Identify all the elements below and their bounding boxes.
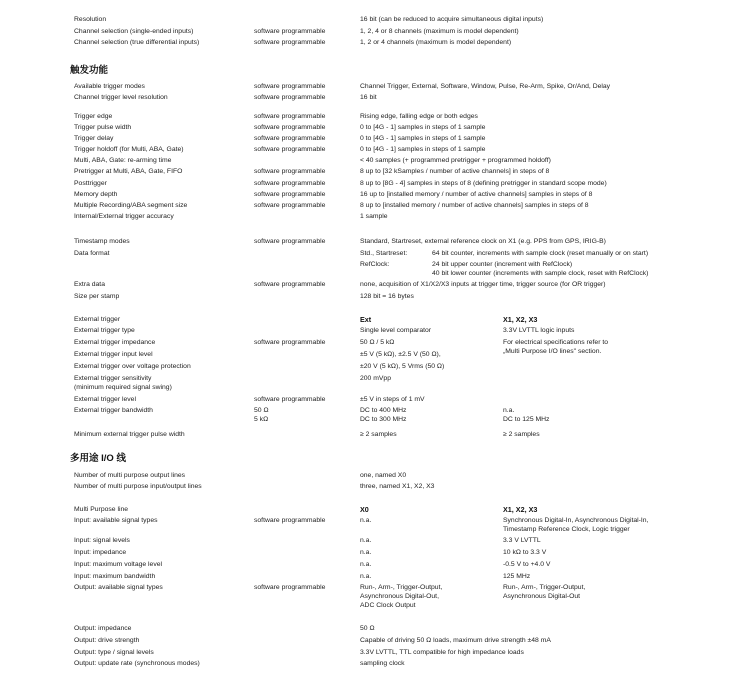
spec-mode: 50 Ω	[254, 407, 269, 414]
spec-value-ext: Single level comparator	[360, 327, 432, 334]
spec-value-ext: DC to 300 MHz	[360, 416, 407, 423]
spec-value: 0 to [4G - 1] samples in steps of 1 sample	[360, 124, 486, 131]
spec-value: Capable of driving 50 Ω loads, maximum drive strength ±48 mA	[360, 637, 551, 644]
spec-value-x: -0.5 V to +4.0 V	[503, 561, 551, 568]
spec-mode: software programmable	[254, 168, 326, 175]
spec-value-ext: DC to 400 MHz	[360, 407, 407, 414]
spec-label: Available trigger modes	[74, 83, 145, 90]
spec-value-x0: n.a.	[360, 573, 372, 580]
spec-mode: software programmable	[254, 238, 326, 245]
spec-label: External trigger input level	[74, 351, 153, 358]
spec-label: Channel trigger level resolution	[74, 94, 168, 101]
spec-value-x: Synchronous Digital-In, Asynchronous Digital-In,	[503, 517, 649, 524]
spec-value: < 40 samples (+ programmed pretrigger + programmed holdoff)	[360, 157, 551, 164]
spec-label: Resolution	[74, 16, 107, 23]
spec-value: Channel Trigger, External, Software, Window, Pulse, Re-Arm, Spike, Or/And, Delay	[360, 83, 611, 90]
spec-mode: software programmable	[254, 135, 326, 142]
spec-value: 3.3V LVTTL, TTL compatible for high impedance loads	[360, 649, 524, 656]
spec-value: one, named X0	[360, 472, 407, 479]
spec-label: External trigger over voltage protection	[74, 363, 191, 370]
spec-value-x: 3.3V LVTTL logic inputs	[503, 327, 575, 334]
data-format-value-refclock: 40 bit lower counter (increments with sample clock, reset with RefClock)	[432, 270, 649, 277]
spec-value-x: 3.3 V LVTTL	[503, 537, 541, 544]
spec-label: Trigger pulse width	[74, 124, 132, 131]
spec-label: Multi Purpose line	[74, 506, 129, 513]
spec-label: Input: maximum voltage level	[74, 561, 163, 568]
spec-value: 8 up to [installed memory / number of active channels] samples in steps of 8	[360, 202, 589, 209]
spec-mode: software programmable	[254, 113, 326, 120]
spec-label: Number of multi purpose input/output lines	[74, 483, 202, 490]
spec-label: Trigger delay	[74, 135, 114, 142]
spec-value-x: Run-, Arm-, Trigger-Output,	[503, 584, 586, 591]
spec-label: Extra data	[74, 281, 105, 288]
spec-label: Multiple Recording/ABA segment size	[74, 202, 188, 209]
spec-label: Channel selection (single-ended inputs)	[74, 28, 194, 35]
spec-label: Timestamp modes	[74, 238, 130, 245]
spec-value: none, acquisition of X1/X2/X3 inputs at trigger time, trigger source (for OR trigger)	[360, 281, 606, 288]
spec-value: 1, 2 or 4 channels (maximum is model dependent)	[360, 39, 512, 46]
spec-value: 0 to [4G - 1] samples in steps of 1 sample	[360, 146, 486, 153]
spec-mode: software programmable	[254, 584, 326, 591]
spec-label: Input: available signal types	[74, 517, 158, 524]
spec-value: 16 bit	[360, 94, 377, 101]
spec-value-x0: n.a.	[360, 517, 372, 524]
spec-value: 1 sample	[360, 213, 388, 220]
spec-value-x: ≥ 2 samples	[503, 431, 540, 438]
spec-label: Minimum external trigger pulse width	[74, 431, 185, 438]
column-header-x: X1, X2, X3	[503, 505, 538, 514]
spec-label: Multi, ABA, Gate: re-arming time	[74, 157, 172, 164]
spec-mode: software programmable	[254, 83, 326, 90]
spec-label: Pretrigger at Multi, ABA, Gate, FIFO	[74, 168, 183, 175]
spec-label: Trigger edge	[74, 113, 113, 120]
section-heading-trigger: 触发功能	[70, 65, 109, 76]
spec-mode: software programmable	[254, 396, 326, 403]
spec-value: Rising edge, falling edge or both edges	[360, 113, 478, 120]
spec-label: Output: impedance	[74, 625, 132, 632]
spec-mode: software programmable	[254, 39, 326, 46]
spec-value-x: Timestamp Reference Clock, Logic trigger	[503, 526, 630, 533]
spec-value-x0: Asynchronous Digital-Out,	[360, 593, 439, 600]
spec-label: Output: available signal types	[74, 584, 163, 591]
spec-value: 8 up to [32 kSamples / number of active channels] in steps of 8	[360, 168, 550, 175]
column-header-x0: X0	[360, 505, 369, 514]
spec-label: Trigger holdoff (for Multi, ABA, Gate)	[74, 146, 184, 153]
spec-label: Number of multi purpose output lines	[74, 472, 186, 479]
data-format-value-std: 64 bit counter, increments with sample clock (reset manually or on start)	[432, 250, 649, 257]
spec-mode: software programmable	[254, 202, 326, 209]
data-format-value-refclock: 24 bit upper counter (increment with RefClock)	[432, 261, 573, 268]
data-format-key-std: Std., Startreset:	[360, 250, 408, 257]
spec-value-x: n.a.	[503, 407, 515, 414]
spec-label: External trigger bandwidth	[74, 407, 153, 414]
spec-mode: software programmable	[254, 339, 326, 346]
column-header-x: X1, X2, X3	[503, 315, 538, 324]
spec-label: Output: drive strength	[74, 637, 140, 644]
spec-value-ext: ±5 V (5 kΩ), ±2.5 V (50 Ω),	[360, 351, 441, 358]
spec-mode: software programmable	[254, 146, 326, 153]
spec-value-ext: ±5 V in steps of 1 mV	[360, 396, 425, 403]
spec-value-ext: ±20 V (5 kΩ), 5 Vrms (50 Ω)	[360, 363, 445, 370]
spec-label: External trigger	[74, 316, 121, 323]
spec-value: three, named X1, X2, X3	[360, 483, 435, 490]
spec-mode: software programmable	[254, 191, 326, 198]
spec-label: Output: type / signal levels	[74, 649, 154, 656]
spec-value: sampling clock	[360, 660, 405, 667]
spec-label: Posttrigger	[74, 180, 107, 187]
spec-value-x: 125 MHz	[503, 573, 531, 580]
spec-mode: software programmable	[254, 94, 326, 101]
spec-label: Output: update rate (synchronous modes)	[74, 660, 200, 667]
spec-value-x: For electrical specifications refer to	[503, 339, 609, 346]
spec-value: 1, 2, 4 or 8 channels (maximum is model dependent)	[360, 28, 519, 35]
spec-mode: software programmable	[254, 124, 326, 131]
spec-value: 16 up to [installed memory / number of active channels] samples in steps of 8	[360, 191, 593, 198]
spec-label: Input: maximum bandwidth	[74, 573, 156, 580]
spec-value: Standard, Startreset, external reference clock on X1 (e.g. PPS from GPS, IRIG-B)	[360, 238, 606, 245]
spec-value-x: Asynchronous Digital-Out	[503, 593, 581, 600]
spec-mode: software programmable	[254, 517, 326, 524]
spec-label: Memory depth	[74, 191, 118, 198]
spec-value-ext: ≥ 2 samples	[360, 431, 397, 438]
spec-value: 8 up to [8G - 4] samples in steps of 8 (defining pretrigger in standard scope mode)	[360, 180, 607, 187]
spec-label: External trigger impedance	[74, 339, 156, 346]
spec-label: Input: impedance	[74, 549, 127, 556]
spec-label: Internal/External trigger accuracy	[74, 213, 174, 220]
spec-label: External trigger type	[74, 327, 135, 334]
spec-value: 128 bit = 16 bytes	[360, 293, 414, 300]
spec-value-x0: ADC Clock Output	[360, 602, 416, 609]
spec-value-x: DC to 125 MHz	[503, 416, 550, 423]
spec-value-x: 10 kΩ to 3.3 V	[503, 549, 547, 556]
spec-value-x0: n.a.	[360, 549, 372, 556]
column-header-ext: Ext	[360, 315, 372, 324]
spec-label: Data format	[74, 250, 110, 257]
spec-value-ext: 50 Ω / 5 kΩ	[360, 339, 395, 346]
spec-label: Channel selection (true differential inputs)	[74, 39, 200, 46]
spec-label: (minimum required signal swing)	[74, 384, 172, 391]
spec-value-ext: 200 mVpp	[360, 375, 391, 382]
spec-mode: 5 kΩ	[254, 416, 269, 423]
spec-label: External trigger level	[74, 396, 136, 403]
section-heading-multipurpose: 多用途 I/O 线	[70, 453, 126, 464]
data-format-key-refclock: RefClock:	[360, 261, 390, 268]
spec-value: 0 to [4G - 1] samples in steps of 1 sample	[360, 135, 486, 142]
spec-label: External trigger sensitivity	[74, 375, 152, 382]
spec-label: Input: signal levels	[74, 537, 130, 544]
spec-value-x0: n.a.	[360, 537, 372, 544]
spec-value-x0: Run-, Arm-, Trigger-Output,	[360, 584, 443, 591]
spec-mode: software programmable	[254, 281, 326, 288]
spec-value-x0: n.a.	[360, 561, 372, 568]
spec-mode: software programmable	[254, 28, 326, 35]
spec-value-x: „Multi Purpose I/O lines" section.	[503, 348, 602, 355]
spec-mode: software programmable	[254, 180, 326, 187]
spec-value: 16 bit (can be reduced to acquire simultaneous digital inputs)	[360, 16, 544, 23]
spec-label: Size per stamp	[74, 293, 120, 300]
spec-value: 50 Ω	[360, 625, 375, 632]
